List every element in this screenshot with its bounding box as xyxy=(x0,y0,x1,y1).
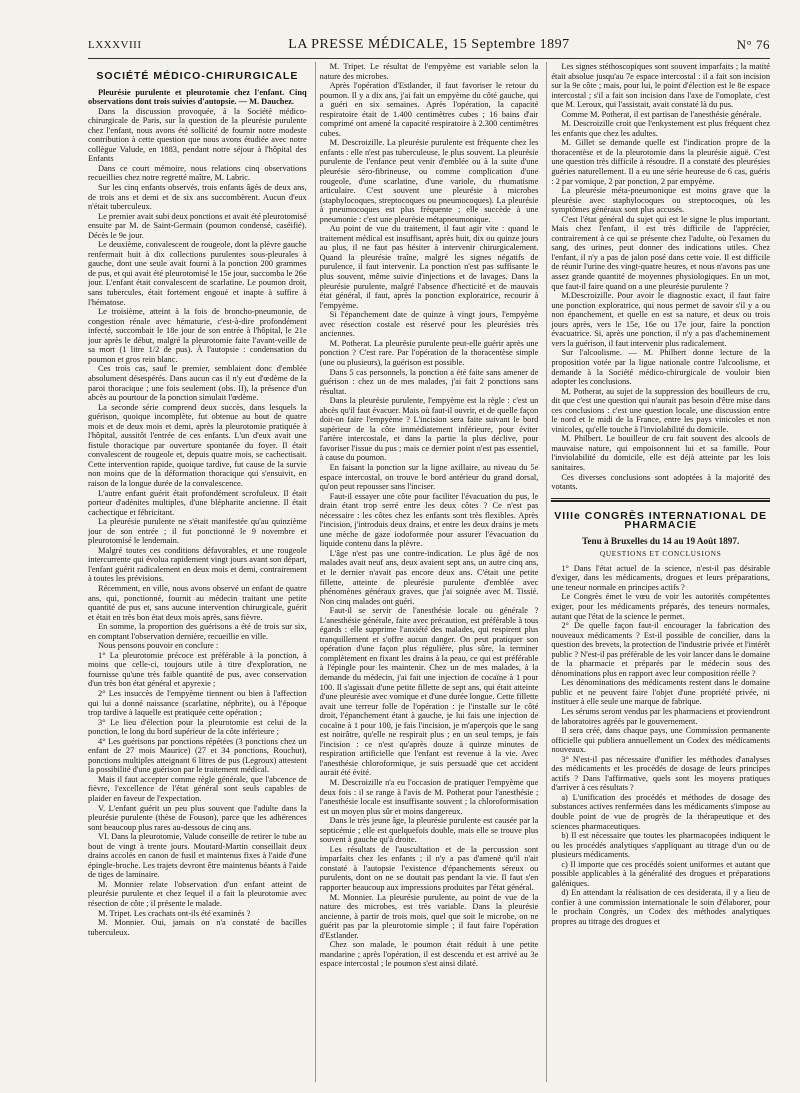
paragraph: d) En attendant la réalisation de ces desiderata, il y a lieu de confier à une commission internationale le soin d'élaborer, pour le prochain Congrès, un Codex des méthodes analytiques propres au titrage des drogues et xyxy=(551,888,771,927)
page-header xyxy=(88,36,770,59)
paragraph: M. Monnier. La pleurésie purulente, au point de vue de la nature des microbes, est très variable. Dans la pleurésie ancienne, à partir de trois mois, quel que soit le microbe, on ne guérit pas par la pleurotomie simple ; il faut faire l'opération d'Estlander. xyxy=(319,892,539,940)
paragraph: 2° Les insuccès de l'empyème tiennent ou bien à l'affection qui lui a donné naissance (scarlatine, néphrite), ou à l'époque trop tardive à laquelle est pratiquée cette opération ; xyxy=(88,689,307,718)
paragraph: Dans le très jeune âge, la pleurésie purulente est causée par la septicémie ; elle est quelquefois double, mais elle se trouve plus souvent à gauche qu'à droite. xyxy=(319,816,539,845)
paragraph: V. L'enfant guérit un peu plus souvent que l'adulte dans la pleurésie purulente (thèse de Fouson), parce que les adhérences sont beaucoup plus rares au-dessous de cinq ans. xyxy=(88,803,307,832)
paragraph: Dans la discussion provoquée, à la Société médico-chirurgicale de Paris, sur la question de la pleurésie purulente chez l'enfant, nous avons été sollicité de fournir notre modeste contribution à cette question que nous avons étudiée avec notre collègue Valude, en 1883, pendant notre séjour à l'hôpital des Enfants xyxy=(88,106,307,164)
paragraph: M. Potherat. La pleurésie purulente peut-elle guérir après une ponction ? C'est rare. Par l'opération de la thoracentèse simple (une ou plusieurs), la guérison est possible. xyxy=(319,338,539,367)
header-journal-title: LA PRESSE MÉDICALE, 15 Septembre 1897 xyxy=(288,37,570,52)
paragraph: La pleurésie purulente ne s'était manifestée qu'au quinzième jour de son entrée ; il fut ponctionné le 9 novembre et pleurotomisé le lendemain. xyxy=(88,517,307,546)
paragraph: Si l'épanchement date de quinze à vingt jours, l'empyème avec résection costale est réservé pour les pleurésies très anciennes. xyxy=(319,310,539,339)
paragraph: Faut-il essayer une côte pour faciliter l'évacuation du pus, le drain étant trop serré entre les deux côtes ? Ce n'est pas nécessaire : les côtes chez les enfants sont très flexibles. Après l'incision, j'introduis deux drains, et entre les deux drains je mets une mèche de gaze iodoformée pour assurer l'évacuation du liquide contenu dans la plèvre. xyxy=(319,491,539,549)
paragraph: M. Descroizille croit que l'enkystement est plus fréquent chez les enfants que chez les adultes. xyxy=(551,119,771,138)
paragraph: a) L'unification des procédés et méthodes de dosage des substances actives renfermées dans les médicaments s'impose au double point de vue de progrès de la thérapeutique et des sciences pharmaceutiques. xyxy=(551,792,771,831)
paragraph: Le premier avait subi deux ponctions et avait été pleurotomisé ensuite par M. de Saint-Germain (poumon condensé, caséifié). Décès le 9e jour. xyxy=(88,211,307,240)
paragraph: La pleurésie méta-pneumonique est moins grave que la pleurésie avec staphylocoques ou streptocoques, où les symptômes généraux sont plus accusés. xyxy=(551,186,771,215)
paragraph: Après l'opération d'Estlander, il faut favoriser le retour du poumon. Il y a dix ans, j'ai fait un empyème du côté gauche, qui a guéri en six semaines. Après l'opération, la capacité respiratoire était de 1.400 centimètres cubes ; 16 bains d'air comprimé ont amené la capacité respiratoire à 2.300 centimètres cubes. xyxy=(319,81,539,138)
paragraph: 1° Dans l'état actuel de la science, n'est-il pas désirable d'exiger, dans les médicaments, drogues et leurs préparations, une teneur normale en principes actifs ? xyxy=(551,563,771,592)
column-2 xyxy=(315,62,539,1082)
column-1 xyxy=(88,62,307,1082)
paragraph: Dans ce court mémoire, nous relations cinq observations recueillies chez notre regretté maître, M. Labric. xyxy=(88,163,307,183)
paragraph: Dans la pleurésie purulente, l'empyème est la règle : c'est un abcès qu'il faut évacuer. Mais où faut-il ouvrir, et de quelle façon doit-on faire l'empyème ? L'incision sera faite suivant le bord supérieur de la côte immédiatement inférieure, pour éviter l'artère intercostale, et dans la partie la plus déclive, pour favoriser l'issue du pus ; mais ce dernier point n'est pas essentiel, à cause du poumon. xyxy=(319,396,539,463)
paragraph: Mais il faut accepter comme règle générale, que l'abcence de fièvre, l'excellence de l'état général sont seuls capables de plaider en faveur de l'expectation. xyxy=(88,774,307,804)
paragraph: Au point de vue du traitement, il faut agir vite : quand le traitement médical est insuffisant, après huit, dix ou quinze jours au plus, il ne faut pas hésiter à intervenir chirurgicalement. Quand la pleurésie traîne, malgré les signes négatifs de purulence, il faut intervenir. La ponction n'est pas suffisante le plus souvent, même suivie d'injections et de lavages. Dans la pleurésie purulente, malgré l'absence d'hecticité et de mauvais état général, il faut, après la ponction exploratrice, recourir à l'empyème. xyxy=(319,224,539,310)
header-issue-number: N° 76 xyxy=(736,37,770,52)
paragraph: M. Gillet se demande quelle est l'indication propre de la thoracentèse et de la pleurotomie dans la pleurésie aiguë. C'est une question très difficile à résoudre. Il a constaté des pleurésies guéries naturellement. Il a eu une série heureuse de 6 cas, guéris : 2 par vomique, 2 par ponction, 2 par empyème. xyxy=(551,138,771,186)
column-2-text xyxy=(320,62,539,969)
paragraph: M. Tripet. Le résultat de l'empyème est variable selon la nature des microbes. xyxy=(319,62,539,81)
paragraph: M. Descroizille n'a eu l'occasion de pratiquer l'empyème que deux fois : il se range à l'avis de M. Potherat pour l'anesthésie ; l'anesthésie locale est insuffisante souvent ; la chloroformisation est un moyen plus sûr et moins dangereux. xyxy=(319,778,539,816)
paragraph: Ces diverses conclusions sont adoptées à la majorité des votants. xyxy=(551,472,771,492)
paragraph: Il sera créé, dans chaque pays, une Commission permanente officielle qui publiera annuellement un Codex des médicaments nouveaux. xyxy=(551,726,771,755)
paragraph: Le deuxième, convalescent de rougeole, dont la plèvre gauche renfermait huit à dix collections purulentes sous-pleurales à gauche, dont une seule avait fourni à la ponction 200 grammes de pus, et qui avait été pleurotomisé le 15e jour, succomba le 26e jour. L'enfant était convalescent de scarlatine. Le poumon droit, sans tubercules, était fortement engoué et inapte à suffire à l'hématose. xyxy=(88,240,307,307)
paragraph: Les dénominations des médicaments restent dans le domaine public et ne peuvent faire l'objet d'une propriété privée, ni instituer à elle seule une marque de fabrique. xyxy=(551,678,771,707)
paragraph: 4° Les guérisons par ponctions répétées (3 ponctions chez un enfant de 27 mois Maurice) (27 et 34 ponctions, Rouchut), ponctions multiples atteignant 6 litres de pus (Legroux) attestent la possibilité d'une guérison par le traitement médical. xyxy=(88,736,307,775)
paragraph: b) Il est nécessaire que toutes les pharmacopées indiquent le ou les procédés analytiques s'appliquant au titrage d'un ou de plusieurs médicaments. xyxy=(551,831,771,860)
paragraph: M. Potherat, au sujet de la suppression des bouilleurs de cru, dit que c'est une question qui n'aurait pas besoin d'être mise dans ces conclusions : c'est une question locale, une discussion entre le nord et le midi de la France, entre les pays vinicoles et non vinicoles, qu'elle touche à l'inviolabilité du domicile. xyxy=(551,386,771,434)
paragraph: M. Descroizille. La pleurésie purulente est fréquente chez les enfants : elle n'est pas tuberculeuse, le plus souvent. La pleurésie purulente de l'enfance peut venir d'emblée ou à la suite d'une pleurésie séro-fibrineuse, ou comme complication d'une rougeole, d'une scarlatine, d'une variole, du rhumatisme articulaire. C'est souvent une pleurésie à microbes (staphylocoques, streptocoques ou pneumocoques). La pleurésie à pneumocoques est plus fréquente ; elle succède à une pneumonie : c'est une pleurésie métapneumonique. xyxy=(319,138,539,224)
congress-subtitle: Tenu à Bruxelles du 14 au 19 Août 1897. xyxy=(582,535,740,546)
paragraph: Faut-il se servir de l'anesthésie locale ou générale ? L'anesthésie générale, faite avec précaution, est préférable à tous égards : elle supprime l'anxiété des malades, qui respirent plus tranquillement et s'offre aucun danger. On peut pratiquer son opération d'une façon plus régulière, plus sûre, la terminer complètement en fixant les drains à la peau, ce qui est préférable à l'épingle pour les maintenir. Chez un de mes malades, à la demande du médecin, j'ai fait une injection de cocaïne à 1 pour 100. Il s'agissait d'une petite fillette de sept ans, qui était atteinte d'une pleurésie avec vomique et d'une durée longue. Cette fillette avait une terreur folle de l'opération : je l'installe sur le côté droit, l'épanchement étant à gauche, je lui fais une injection de cocaïne à 1 pour 100, je fais l'incision, je m'aperçois que le sang est noirâtre, qu'elle ne respirait plus ; en un seul temps, je fais l'incision : ce n'est qu'après douze à quinze minutes de respiration artificielle que l'enfant est revenue à la vie. Avec l'anesthésie chloroformique, je suis persuadé que cet accident aurait été évité. xyxy=(319,606,539,778)
column-1-text xyxy=(88,107,307,938)
paragraph: Ces trois cas, sauf le premier, semblaient donc d'emblée absolument désespérés. Dans aucun cas il n'y eut d'œdème de la paroi thoracique ; une fois seulement (obs. II), la présence d'un abcès au pourtour de la ponction simulait l'œdème. xyxy=(88,364,307,403)
congress-title: VIIIe CONGRÈS INTERNATIONAL DE PHARMACIE xyxy=(554,509,768,532)
paragraph: En somme, la proportion des guérisons a été de trois sur six, en comptant l'observation dernière, recueillie en ville. xyxy=(88,622,307,641)
paragraph: Malgré toutes ces conditions défavorables, et une rougeole intercurrente qui évolua rapidement vingt jours avant son départ, l'enfant guérit radicalement en deux mois et demi, contrairement à toutes les prévisions. xyxy=(88,545,307,584)
paragraph: c) Il importe que ces procédés soient uniformes et autant que possible applicables à la généralité des drogues et préparations galéniques. xyxy=(551,859,771,888)
paragraph: En faisant la ponction sur la ligne axillaire, au niveau du 5e espace intercostal, on trouve le bord antérieur du grand dorsal, qu'on peut repousser sans l'inciser. xyxy=(319,462,539,492)
paragraph: Chez son malade, le poumon était réduit à une petite mandarine ; après l'opération, il est descendu et est arrivé au 3e espace intercostal ; le poumon s'est ainsi dilaté. xyxy=(319,940,539,969)
column-3-top-text xyxy=(551,62,770,492)
paragraph: Les résultats de l'auscultation et de la percussion sont imparfaits chez les enfants ; il n'y a pas d'amené qu'il n'ait constaté à l'autopsie l'existence d'épanchements séreux ou purulents, dont on ne se doutait pas pendant la vie. Il faut s'en rapporter beaucoup aux impressions produites par l'état général. xyxy=(319,844,539,893)
paragraph: M. Monnier. Oui, jamais on n'a constaté de bacilles tuberculeux. xyxy=(88,918,307,937)
paragraph: M. Philbert. Le bouilleur de cru fait souvent des alcools de mauvaise nature, qui empoisonnent lui et sa famille. Pour l'inviolabilité du domicile, elle est déjà atteinte par les lois sanitaires. xyxy=(551,434,771,472)
article-body xyxy=(88,62,770,1082)
header-page-number: LXXXVIII xyxy=(88,39,142,51)
paragraph: La seconde série comprend deux succès, dans lesquels la guérison, quoique incomplète, fut obtenue au bout de quatre mois et de deux mois et demi, après la pleurotomie pratiquée à l'hôpital, aussitôt l'entrée de ces enfants. L'un d'eux avait une fistule thoracique par ouverture spontanée du foyer. Il était convalescent de rougeole et, depuis quatre mois, se cachectisait. Cette intervention rapide, quoique tardive, fut cause de la survie non moins que de la déformation thoracique qui s'ensuivit, en raison de la longue durée de la convalescence. xyxy=(88,402,307,488)
paragraph: 3° N'est-il pas nécessaire d'unifier les méthodes d'analyses des médicaments et les procédés de dosage de leurs principes actifs ? Dans l'affirmative, quels sont les moyens pratiques d'arriver à ces résultats ? xyxy=(551,754,771,793)
questions-heading: QUESTIONS ET CONCLUSIONS xyxy=(599,550,722,559)
article-lead: Pleurésie purulente et pleurotomie chez l'enfant. Cinq observations dont trois suivies d'autopsie. — M. Dauchez. xyxy=(88,87,307,107)
section-rule xyxy=(551,498,770,499)
paragraph: Les signes stéthoscopiques sont souvent imparfaits ; la matité était absolue jusqu'au 7e espace intercostal : il a fait son incision sur la 9e côte ; mais, pour lui, le point d'élection est le 8e espace intercostal ; s'il a fait son incision dans l'axe de l'omoplate, c'est que M. Leroux, qui l'assistait, avait constaté là du pus. xyxy=(551,62,771,110)
paragraph: Récemment, en ville, nous avons observé un enfant de quatre ans, qui, ponctionné, fournit au médecin traitant une petite quantité de pus et, sans aucune intervention chirurgicale, guérit et était en très bon état deux mois après, sans fièvre. xyxy=(88,583,307,622)
paragraph: Les sérums seront vendus par les pharmaciens et proviendront de laboratoires agréés par le gouvernement. xyxy=(551,707,771,726)
column-3 xyxy=(546,62,770,1082)
paragraph: Sur l'alcoolisme. — M. Philbert donne lecture de la proposition votée par la ligue nationale contre l'alcoolisme, et demande à la Société médico-chirurgicale de vouloir bien adopter les conclusions. xyxy=(551,348,771,387)
paragraph: C'est l'état général du sujet qui est le signe le plus important. Mais chez l'enfant, il est très difficile de l'apprécier, contrairement à ce qui se présente chez l'adulte, où l'examen du sang, des urines, peut donner des indications utiles. Chez l'enfant, il n'y a pas de jalon posé dans cette voie. Il est difficile de réunir l'urine des vingt-quatre heures, et nous n'avons pas une assez grande quantité de moyennes physiologiques. En un mot, que faut-il faire quand on a une pleurésie purulente ? xyxy=(551,214,771,291)
paragraph: Le Congrès émet le vœu de voir les autorités compétentes exiger, pour les médicaments préparés, des teneurs normales, autant que l'état de la science le permet. xyxy=(551,592,771,621)
section-rule-thick xyxy=(551,500,770,502)
paragraph: 2° De quelle façon faut-il encourager la fabrication des nouveaux médicaments ? Est-il possible de concilier, dans la question des brevets, la protection de l'industrie privée et l'intérêt public ? N'est-il pas préférable de les voir lancer dans le domaine de la pharmacie et préparés par le médecin sous des dénominations plus en rapport avec leur composition réelle ? xyxy=(551,621,771,678)
section-title: SOCIÉTÉ MÉDICO-CHIRURGICALE xyxy=(96,70,299,82)
paragraph: VI. Dans la pleurotomie, Valude conseille de retirer le tube au bout de vingt à trente jours. Moutard-Martin conseillait deux drains accolés en canon de fusil et maintenus fixes à l'aide d'une épingle-broche. Les trajets devront être maintenus béants à l'aide de tiges de laminaire. xyxy=(88,832,307,880)
paragraph: Comme M. Potherat, il est partisan de l'anesthésie générale. xyxy=(561,109,762,119)
paragraph: Le troisième, atteint à la fois de broncho-pneumonie, de congestion rénale avec hématurie, c'est-à-dire profondément infecté, succombait le 18e jour de son entrée à l'hôpital, le 21e jour après le début, malgré la pleurotomie faite l'avant-veille de sa mort (1 litre 1/2 de pus). À l'autopsie : condensation du poumon et gros rein blanc. xyxy=(88,307,307,364)
column-3-bottom-text xyxy=(551,564,770,927)
paragraph: Sur les cinq enfants observés, trois enfants âgés de deux ans, de trois ans et demi et de six ans succombèrent. Aucun d'eux n'était tuberculeux. xyxy=(88,183,307,212)
paragraph: M. Tripet. Les crachats ont-ils été examinés ? xyxy=(98,908,251,918)
paragraph: Dans 5 cas personnels, la ponction a été faite sans amener de guérison : chez un de mes malades, j'ai fait 2 ponctions sans résultat. xyxy=(319,367,539,396)
paragraph: M.Descroizille. Pour avoir le diagnostic exact, il faut faire une ponction exploratrice, qui nous permet de savoir s'il y a ou non épanchement, et quelle en est sa nature, et deux ou trois jours après, vers le 15e, 16e ou 17e jour, faire la ponction évacuatrice. Si, après une ponction, il n'y a pas d'acheminement vers la guérison, il faut intervenir plus radicalement. xyxy=(551,291,771,348)
paragraph: Nous pensons pouvoir en conclure : xyxy=(98,641,219,651)
paragraph: L'âge n'est pas une contre-indication. Le plus âgé de nos malades avait neuf ans, deux avaient sept ans, un autre cinq ans, et le dernier n'avait pas encore deux ans. C'était une petite fillette, atteinte de pleurésie purulente d'emblée avec phénomènes généraux graves, que j'ai soignée avec M. Tissié. Non cinq malades ont guéri. xyxy=(319,548,539,606)
paragraph: 3° Le lieu d'élection pour la pleurotomie est celui de la ponction, le long du bord supérieur de la côte inférieure ; xyxy=(88,717,307,737)
paragraph: 1° La pleurotomie précoce est préférable à la ponction, à moins que celle-ci, toujours utile à titre d'exploration, ne fournisse qu'une très faible quantité de pus, avec conservation d'un très bon état général et apyrexie ; xyxy=(88,650,307,689)
paragraph: M. Monnier relate l'observation d'un enfant atteint de pleurésie purulente et chez lequel il a fait la pleurotomie avec résection de côte ; il présente le malade. xyxy=(88,879,307,909)
paragraph: L'autre enfant guérit était profondément scrofuleux. Il était porteur d'adénites multiples, d'une blépharite ancienne. Il était cachectique et fébricitant. xyxy=(88,488,307,517)
